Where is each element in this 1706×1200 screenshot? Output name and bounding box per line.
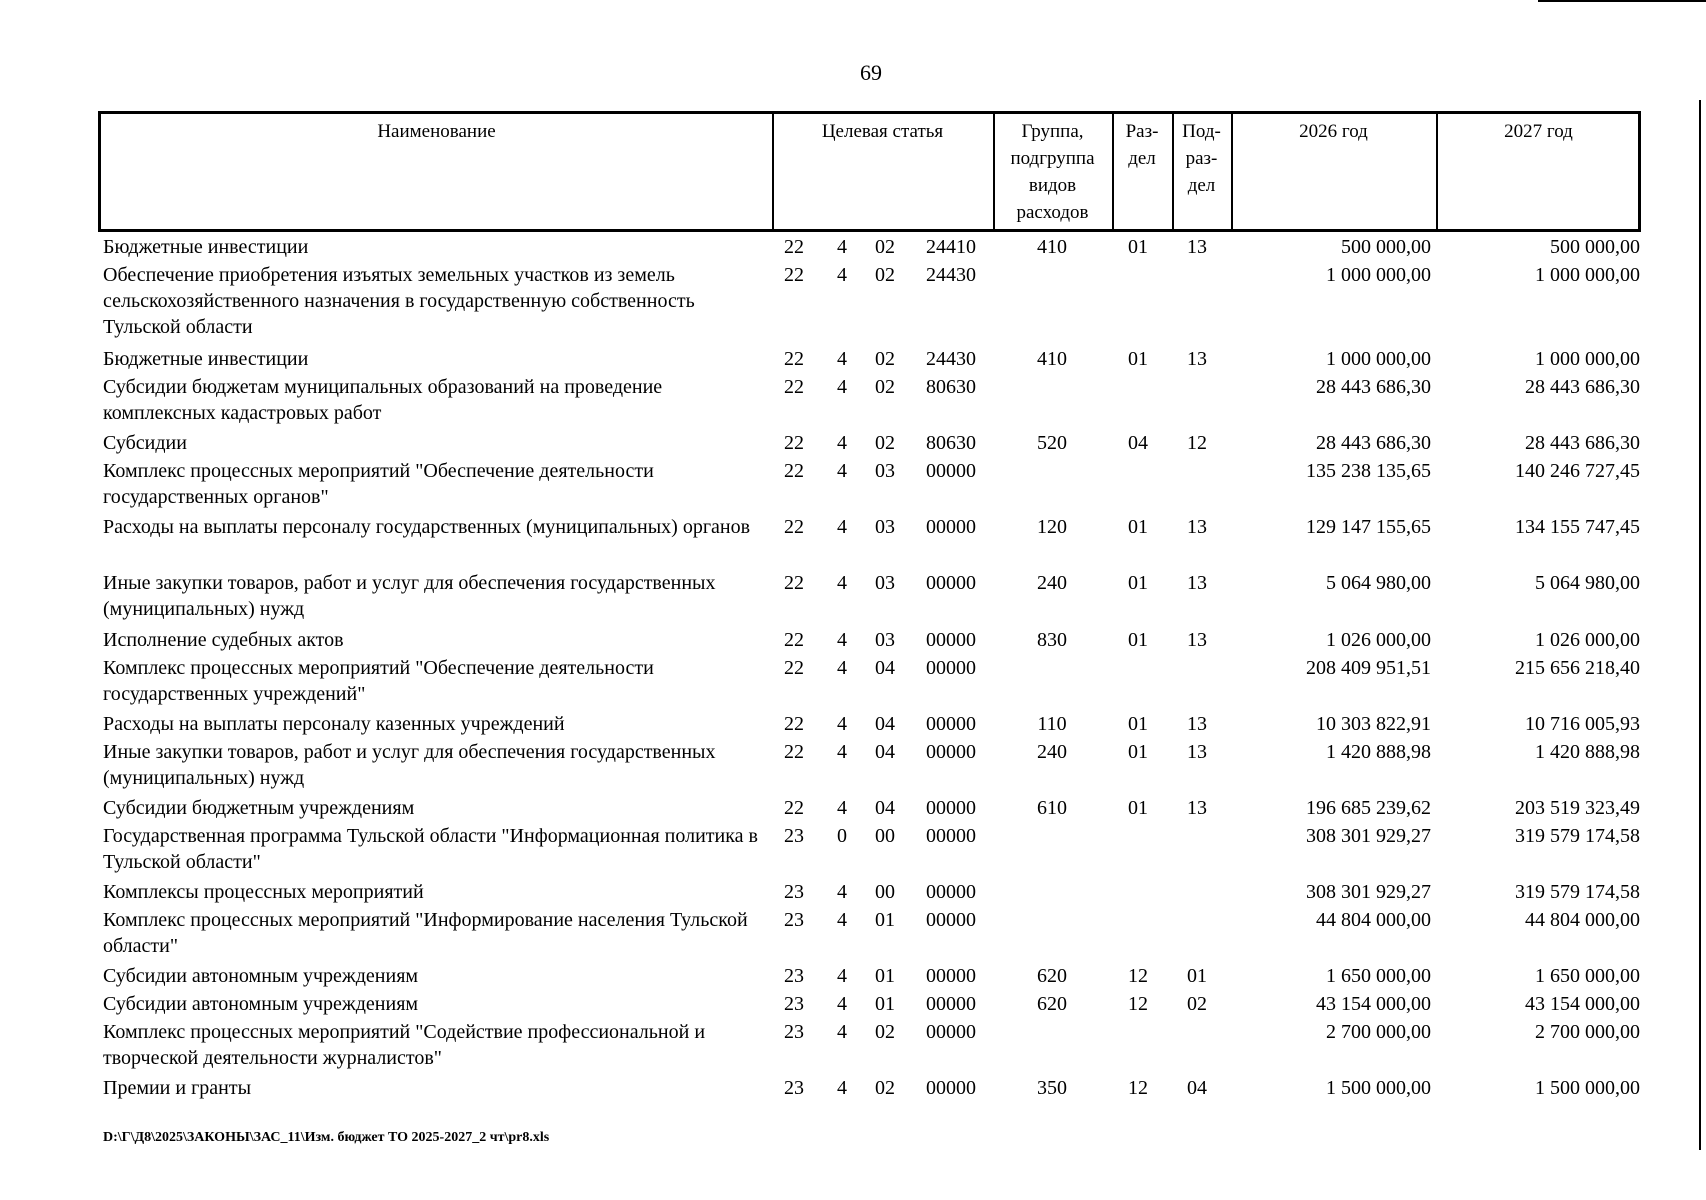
cell-razdel: 12 <box>1128 1077 1148 1099</box>
cell-podrazdel: 02 <box>1187 993 1207 1015</box>
cell-type: 4 <box>837 376 847 398</box>
cell-2027: 44 804 000,00 <box>1525 909 1640 931</box>
cell-podrazdel: 04 <box>1187 1077 1207 1099</box>
cell-razdel: 12 <box>1128 965 1148 987</box>
cell-2026: 500 000,00 <box>1341 236 1431 258</box>
cell-program: 22 <box>784 657 804 679</box>
header-group-line: Группа, <box>1021 121 1084 142</box>
cell-2027: 215 656 218,40 <box>1515 657 1640 679</box>
cell-2026: 129 147 155,65 <box>1306 516 1431 538</box>
header-group-line: подгруппа <box>1010 148 1095 169</box>
cell-program: 22 <box>784 741 804 763</box>
cell-subprogram: 03 <box>875 629 895 651</box>
cell-type: 4 <box>837 909 847 931</box>
cell-razdel: 01 <box>1128 629 1148 651</box>
row-name: Иные закупки товаров, работ и услуг для обеспечения государственных (муниципальных) нужд <box>103 741 716 789</box>
header-razdel-line: дел <box>1128 148 1156 169</box>
cell-program: 22 <box>784 264 804 286</box>
cell-2026: 5 064 980,00 <box>1326 572 1431 594</box>
cell-direction: 00000 <box>926 516 976 538</box>
cell-program: 22 <box>784 236 804 258</box>
cell-group: 620 <box>1037 993 1067 1015</box>
cell-2026: 308 301 929,27 <box>1306 881 1431 903</box>
cell-type: 4 <box>837 657 847 679</box>
cell-2026: 308 301 929,27 <box>1306 825 1431 847</box>
cell-type: 4 <box>837 1021 847 1043</box>
cell-direction: 00000 <box>926 629 976 651</box>
cell-program: 23 <box>784 881 804 903</box>
cell-direction: 00000 <box>926 993 976 1015</box>
cell-program: 22 <box>784 713 804 735</box>
row-name: Субсидии бюджетам муниципальных образований на проведение комплексных кадастровых работ <box>103 376 663 424</box>
row-name: Расходы на выплаты персоналу казенных учреждений <box>103 713 565 735</box>
row-name: Субсидии бюджетным учреждениям <box>103 797 415 819</box>
cell-razdel: 01 <box>1128 348 1148 370</box>
cell-podrazdel: 01 <box>1187 965 1207 987</box>
cell-podrazdel: 13 <box>1187 348 1207 370</box>
cell-2027: 1 000 000,00 <box>1535 348 1640 370</box>
cell-2027: 43 154 000,00 <box>1525 993 1640 1015</box>
row-name: Субсидии <box>103 432 187 454</box>
row-name: Субсидии автономным учреждениям <box>103 993 419 1015</box>
cell-2026: 10 303 822,91 <box>1316 713 1431 735</box>
cell-subprogram: 02 <box>875 236 895 258</box>
cell-podrazdel: 13 <box>1187 741 1207 763</box>
cell-direction: 00000 <box>926 1077 976 1099</box>
cell-group: 240 <box>1037 741 1067 763</box>
cell-group: 620 <box>1037 965 1067 987</box>
page-number: 69 <box>860 60 882 85</box>
cell-type: 4 <box>837 713 847 735</box>
page-edge-rule <box>1699 100 1701 1150</box>
cell-subprogram: 00 <box>875 825 895 847</box>
cell-direction: 24430 <box>926 264 976 286</box>
cell-2027: 2 700 000,00 <box>1535 1021 1640 1043</box>
cell-2026: 28 443 686,30 <box>1316 432 1431 454</box>
cell-2026: 196 685 239,62 <box>1306 797 1431 819</box>
cell-podrazdel: 13 <box>1187 572 1207 594</box>
cell-type: 4 <box>837 572 847 594</box>
cell-subprogram: 00 <box>875 881 895 903</box>
cell-program: 22 <box>784 516 804 538</box>
header-podrazdel-line: раз- <box>1185 148 1218 169</box>
cell-razdel: 04 <box>1128 432 1148 454</box>
table-header <box>98 111 1641 232</box>
cell-program: 22 <box>784 376 804 398</box>
cell-2027: 319 579 174,58 <box>1515 881 1640 903</box>
cell-group: 520 <box>1037 432 1067 454</box>
header-year-2026: 2026 год <box>1299 121 1368 142</box>
cell-subprogram: 01 <box>875 993 895 1015</box>
cell-subprogram: 04 <box>875 657 895 679</box>
row-name: Расходы на выплаты персоналу государственных (муниципальных) органов <box>103 516 751 538</box>
cell-direction: 00000 <box>926 881 976 903</box>
cell-group: 410 <box>1037 348 1067 370</box>
row-name: Комплекс процессных мероприятий "Обеспечение деятельности государственных учреждений" <box>103 657 654 705</box>
cell-2027: 319 579 174,58 <box>1515 825 1640 847</box>
cell-program: 22 <box>784 460 804 482</box>
cell-subprogram: 03 <box>875 516 895 538</box>
cell-podrazdel: 12 <box>1187 432 1207 454</box>
cell-2027: 1 500 000,00 <box>1535 1077 1640 1099</box>
cell-type: 0 <box>837 825 847 847</box>
cell-subprogram: 04 <box>875 713 895 735</box>
cell-direction: 00000 <box>926 713 976 735</box>
cell-group: 830 <box>1037 629 1067 651</box>
cell-direction: 00000 <box>926 909 976 931</box>
cell-type: 4 <box>837 965 847 987</box>
cell-type: 4 <box>837 881 847 903</box>
cell-2027: 1 000 000,00 <box>1535 264 1640 286</box>
header-podrazdel-line: Под- <box>1182 121 1221 142</box>
cell-razdel: 01 <box>1128 741 1148 763</box>
cell-podrazdel: 13 <box>1187 797 1207 819</box>
cell-2026: 28 443 686,30 <box>1316 376 1431 398</box>
row-name: Бюджетные инвестиции <box>103 236 309 258</box>
cell-group: 410 <box>1037 236 1067 258</box>
cell-subprogram: 02 <box>875 432 895 454</box>
cell-type: 4 <box>837 432 847 454</box>
cell-2027: 28 443 686,30 <box>1525 376 1640 398</box>
cell-subprogram: 02 <box>875 1021 895 1043</box>
cell-razdel: 01 <box>1128 236 1148 258</box>
cell-direction: 24430 <box>926 348 976 370</box>
cell-type: 4 <box>837 741 847 763</box>
cell-2027: 5 064 980,00 <box>1535 572 1640 594</box>
cell-group: 110 <box>1037 713 1067 735</box>
cell-program: 22 <box>784 432 804 454</box>
cell-type: 4 <box>837 236 847 258</box>
cell-2027: 134 155 747,45 <box>1515 516 1640 538</box>
cell-type: 4 <box>837 629 847 651</box>
cell-type: 4 <box>837 993 847 1015</box>
header-podrazdel <box>1172 118 1231 199</box>
cell-direction: 00000 <box>926 1021 976 1043</box>
cell-program: 23 <box>784 909 804 931</box>
cell-subprogram: 03 <box>875 572 895 594</box>
cell-subprogram: 04 <box>875 741 895 763</box>
cell-group: 350 <box>1037 1077 1067 1099</box>
cell-podrazdel: 13 <box>1187 236 1207 258</box>
cell-2026: 2 700 000,00 <box>1326 1021 1431 1043</box>
row-name: Комплекс процессных мероприятий "Содействие профессиональной и творческой деятельности журналистов" <box>103 1021 706 1069</box>
header-name: Наименование <box>377 121 496 142</box>
cell-program: 23 <box>784 825 804 847</box>
cell-program: 22 <box>784 348 804 370</box>
cell-program: 22 <box>784 797 804 819</box>
cell-podrazdel: 13 <box>1187 516 1207 538</box>
cell-type: 4 <box>837 264 847 286</box>
cell-2027: 203 519 323,49 <box>1515 797 1640 819</box>
cell-group: 120 <box>1037 516 1067 538</box>
row-name: Комплекс процессных мероприятий "Информирование населения Тульской области" <box>103 909 748 957</box>
row-name: Обеспечение приобретения изъятых земельных участков из земель сельскохозяйственного назначения в государственную собственность Тульской области <box>103 264 695 338</box>
row-name: Иные закупки товаров, работ и услуг для обеспечения государственных (муниципальных) нужд <box>103 572 716 620</box>
header-razdel-line: Раз- <box>1125 121 1159 142</box>
row-name: Субсидии автономным учреждениям <box>103 965 419 987</box>
cell-direction: 00000 <box>926 965 976 987</box>
cell-program: 23 <box>784 965 804 987</box>
header-group <box>993 118 1112 226</box>
cell-2026: 1 000 000,00 <box>1326 264 1431 286</box>
cell-2026: 208 409 951,51 <box>1306 657 1431 679</box>
cell-2027: 140 246 727,45 <box>1515 460 1640 482</box>
header-group-line: видов <box>1028 175 1077 196</box>
cell-podrazdel: 13 <box>1187 629 1207 651</box>
cell-razdel: 01 <box>1128 797 1148 819</box>
cell-type: 4 <box>837 460 847 482</box>
header-group-line: расходов <box>1016 202 1089 223</box>
cell-direction: 00000 <box>926 572 976 594</box>
cell-program: 23 <box>784 1021 804 1043</box>
cell-type: 4 <box>837 516 847 538</box>
cell-program: 23 <box>784 993 804 1015</box>
cell-type: 4 <box>837 1077 847 1099</box>
cell-type: 4 <box>837 797 847 819</box>
page-edge-rule <box>1538 0 1706 2</box>
row-name: Комплексы процессных мероприятий <box>103 881 424 903</box>
cell-2026: 1 500 000,00 <box>1326 1077 1431 1099</box>
cell-2027: 10 716 005,93 <box>1525 713 1640 735</box>
cell-program: 22 <box>784 572 804 594</box>
cell-subprogram: 04 <box>875 797 895 819</box>
header-year-2027: 2027 год <box>1504 121 1573 142</box>
row-name: Комплекс процессных мероприятий "Обеспечение деятельности государственных органов" <box>103 460 654 508</box>
row-name: Бюджетные инвестиции <box>103 348 309 370</box>
cell-2026: 44 804 000,00 <box>1316 909 1431 931</box>
cell-group: 240 <box>1037 572 1067 594</box>
cell-direction: 24410 <box>926 236 976 258</box>
cell-program: 22 <box>784 629 804 651</box>
cell-2027: 500 000,00 <box>1550 236 1640 258</box>
header-podrazdel-line: дел <box>1187 175 1216 196</box>
cell-2027: 1 420 888,98 <box>1535 741 1640 763</box>
cell-direction: 00000 <box>926 657 976 679</box>
cell-2027: 1 026 000,00 <box>1535 629 1640 651</box>
cell-direction: 80630 <box>926 432 976 454</box>
cell-2027: 28 443 686,30 <box>1525 432 1640 454</box>
row-name: Государственная программа Тульской области "Информационная политика в Тульской области" <box>103 825 758 873</box>
cell-direction: 80630 <box>926 376 976 398</box>
cell-subprogram: 02 <box>875 1077 895 1099</box>
cell-2026: 43 154 000,00 <box>1316 993 1431 1015</box>
cell-subprogram: 01 <box>875 909 895 931</box>
cell-2026: 1 026 000,00 <box>1326 629 1431 651</box>
cell-razdel: 01 <box>1128 572 1148 594</box>
cell-razdel: 01 <box>1128 516 1148 538</box>
cell-razdel: 01 <box>1128 713 1148 735</box>
row-name: Исполнение судебных актов <box>103 629 344 651</box>
cell-razdel: 12 <box>1128 993 1148 1015</box>
cell-subprogram: 02 <box>875 376 895 398</box>
cell-2026: 1 650 000,00 <box>1326 965 1431 987</box>
cell-direction: 00000 <box>926 825 976 847</box>
cell-direction: 00000 <box>926 460 976 482</box>
cell-2026: 1 420 888,98 <box>1326 741 1431 763</box>
cell-subprogram: 03 <box>875 460 895 482</box>
cell-subprogram: 02 <box>875 348 895 370</box>
header-target-article: Целевая статья <box>821 121 944 142</box>
cell-program: 23 <box>784 1077 804 1099</box>
cell-2026: 135 238 135,65 <box>1306 460 1431 482</box>
cell-2027: 1 650 000,00 <box>1535 965 1640 987</box>
row-name: Премии и гранты <box>103 1077 252 1099</box>
cell-direction: 00000 <box>926 797 976 819</box>
cell-direction: 00000 <box>926 741 976 763</box>
cell-subprogram: 01 <box>875 965 895 987</box>
cell-group: 610 <box>1037 797 1067 819</box>
cell-type: 4 <box>837 348 847 370</box>
file-path-footer: D:\Г\Д8\2025\ЗАКОНЫ\ЗАС_11\Изм. бюджет ТО 2025-2027_2 чт\pr8.xls <box>103 1130 550 1145</box>
header-razdel <box>1112 118 1172 172</box>
cell-subprogram: 02 <box>875 264 895 286</box>
cell-podrazdel: 13 <box>1187 713 1207 735</box>
cell-2026: 1 000 000,00 <box>1326 348 1431 370</box>
